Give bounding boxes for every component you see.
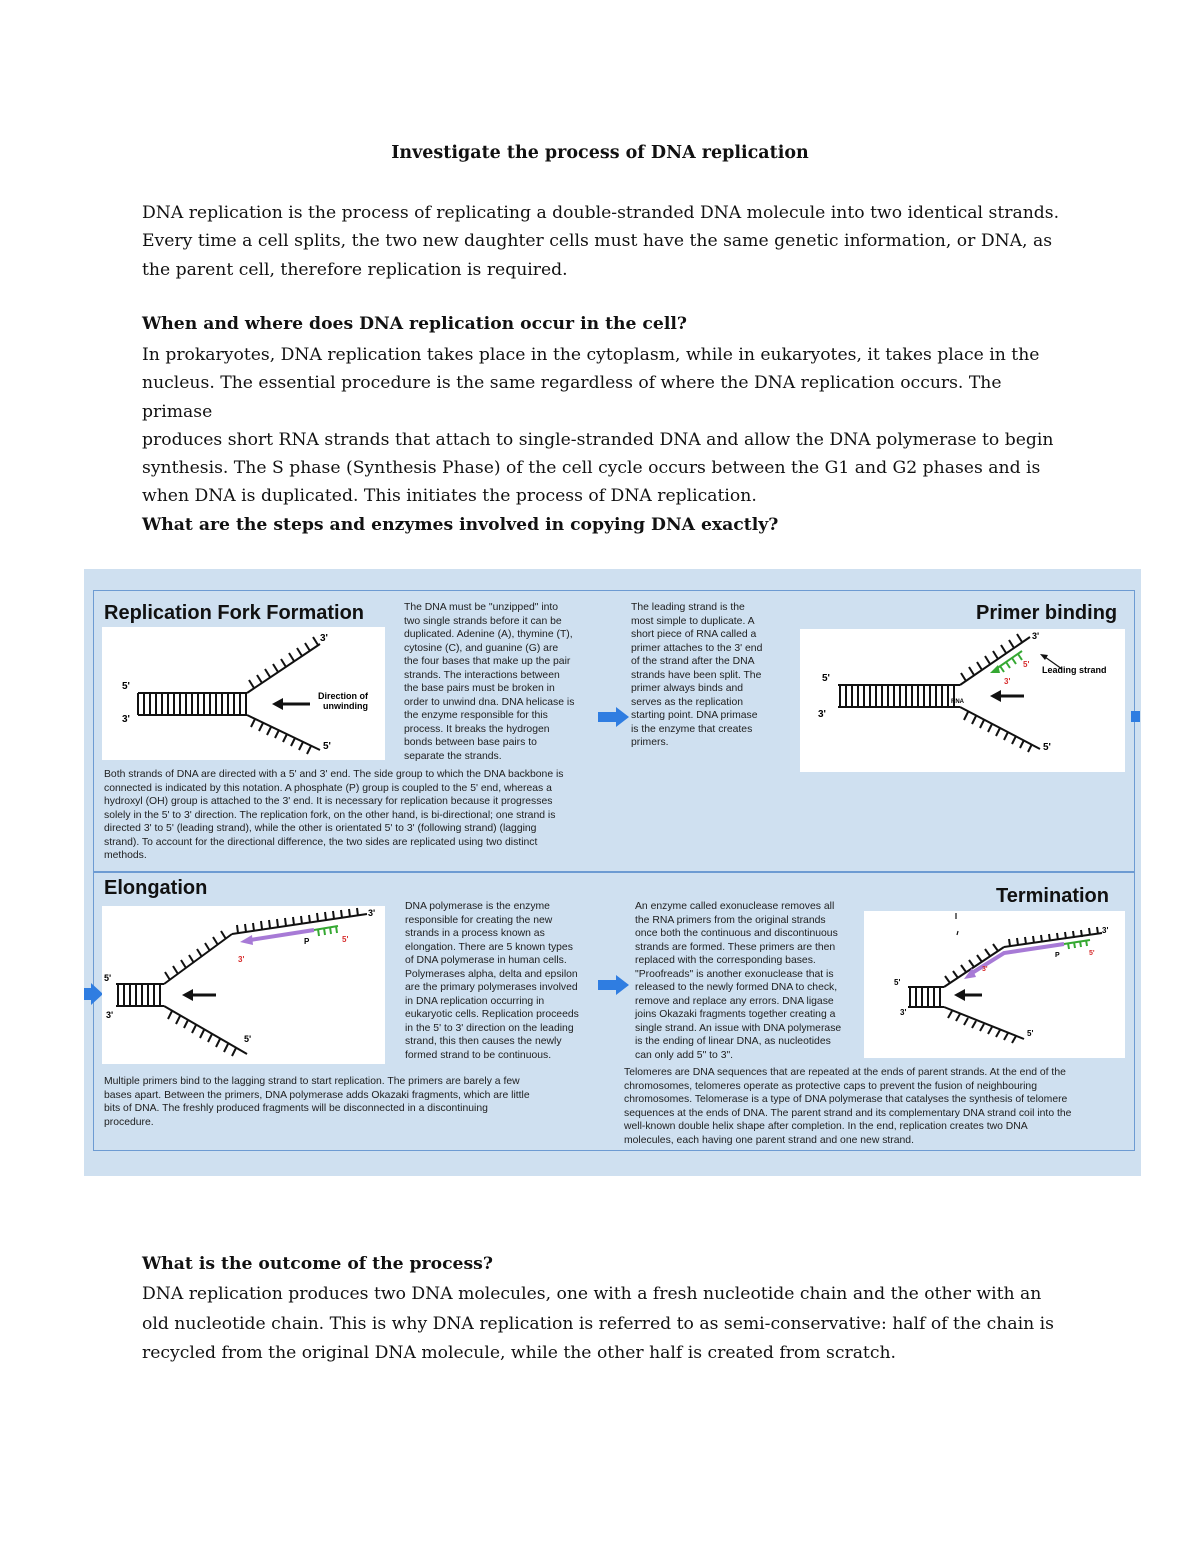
step-arrow-icon [84,983,104,1005]
step-arrow-icon [598,975,630,995]
label-5prime-left: 5' [122,681,130,692]
label-3prime-left: 3' [106,1010,114,1020]
text-line: the parent cell, therefore replication is required. [142,259,568,280]
label-5prime-left: 5' [104,973,112,983]
label-3prime-left: 3' [122,714,130,725]
text-line: Every time a cell splits, the two new daughter cells must have the same genetic information, or DNA, as [142,231,1053,252]
label-leading-strand: Leading strand [1042,665,1107,675]
text-line: DNA replication is the process of replicating a double-stranded DNA molecule into two identical strands. [142,203,1060,223]
label-3prime-top: 3' [368,908,376,918]
elongation-bottom-text: Multiple primers bind to the lagging strand to start replication. The primers are barely a few bases apart. Between the primers, DNA polymerase adds Okazaki fragments, which are little bits of DNA. The freshly produced fragments will be disconnected in a discontinuing procedure. [104,1076,530,1128]
edge-marker [1131,711,1140,722]
primer-binding-diagram [800,629,1125,772]
primer-binding-title: Primer binding [976,602,1118,624]
document-title: Investigate the process of DNA replication [391,143,809,163]
intro-paragraph [142,199,1072,284]
fork-side-text: The DNA must be "unzipped" into two single strands before it can be duplicated. Adenine (A), thymine (T), cytosine (C), and guanine (G) are the four bases that make up the pair strands. The interactions between the base pairs must be broken in order to unwind dna. DNA helicase is the enzyme responsible for this process. It breaks the hydrogen bonds between base pairs to separate the strands. [404,602,575,762]
label-3prime-left: 3' [818,709,826,720]
label-5prime-red: 5' [1023,660,1030,669]
label-3prime-red: 3' [238,955,245,964]
elongation-title: Elongation [104,877,208,899]
label-5prime-red: 5' [342,935,349,944]
label-5prime-bottom: 5' [323,741,331,752]
text-line: recycled from the original DNA molecule, while the other half is created from scratch. [142,1343,897,1363]
label-5prime-left: 5' [894,978,901,987]
step-arrow-icon [598,707,630,727]
text-line: when DNA is duplicated. This initiates the process of DNA replication. [142,486,757,507]
dna-replication-infographic [84,569,1141,1176]
label-phosphate: P [304,937,310,946]
termination-title: Termination [996,885,1109,907]
label-5prime-red: 5' [1089,950,1095,957]
label-3prime-top: 3' [1102,926,1109,935]
label-3prime-top: 3' [1032,631,1040,641]
label-5prime-bottom: 5' [244,1034,252,1044]
when-where-paragraph [142,341,1072,511]
label-direction-line1: Direction of [318,691,369,701]
termination-bottom-text: Telomeres are DNA sequences that are repeated at the ends of parent strands. At the end of the chromosomes, telomeres operate as protective caps to prevent the fusion of neighbouring chromosomes. Telomerase is a type of DNA polymerase that catalyses the synthesis of telomere sequences at the ends of DNA. The parent strand and its complementary DNA strand coil into the well-known double helix shape after completion. In the end, replication creates two DNA molecules, each having one parent strand and one new strand. [624,1067,1072,1146]
section-heading-when-where: When and where does DNA replication occur in the cell? [142,314,687,334]
termination-diagram [864,911,1125,1058]
label-3prime-red: 3' [1004,677,1011,686]
elongation-svg [102,906,385,1064]
label-5prime-bottom: 5' [1043,742,1051,753]
primer-svg [800,629,1125,772]
fork-formation-title: Replication Fork Formation [104,602,365,624]
label-3prime-red: 3' [982,966,988,973]
label-3prime-top: 3' [320,633,328,644]
text-line: synthesis. The S phase (Synthesis Phase) of the cell cycle occurs between the G1 and G2 phases and is [142,458,1041,479]
text-line: In prokaryotes, DNA replication takes place in the cytoplasm, while in eukaryotes, it takes place in the [142,345,1040,365]
outcome-paragraph [142,1280,1072,1369]
elongation-side-text: DNA polymerase is the enzyme responsible for creating the new strands in a process known as elongation. There are 5 known types of DNA polymerase in human cells. Polymerases alpha, delta and epsilon are the primary polymerases involved in DNA replication occurring in eukaryotic cells. Replication proceeds in the 5' to 3' direction on the leading strand, this then causes the newly formed strand to be continuous. [405,901,579,1061]
fork-svg [102,627,385,760]
label-5prime-bottom: 5' [1027,1029,1034,1038]
fork-formation-diagram [102,627,385,760]
text-line: old nucleotide chain. This is why DNA replication is referred to as semi-conservative: half of the chain is [142,1313,1054,1334]
termination-side-text: An enzyme called exonuclease removes all the RNA primers from the original strands once both the continuous and discontinuous strands are formed. These primers are then replaced with the corresponding bases. "Proofreads" is another exonuclease that is released to the newly formed DNA to check, remove and replace any errors. DNA ligase joins Okazaki fragments together creating a single strand. An issue with DNA polymerase is the ending of linear DNA, as nucleotides can only add 5" to 3". [635,901,842,1061]
label-direction-line2: unwinding [323,701,368,711]
section-heading-outcome: What is the outcome of the process? [142,1254,493,1274]
termination-svg [864,911,1125,1058]
label-rna: RNA [951,699,964,705]
label-5prime-left: 5' [822,673,830,684]
label-phosphate: P [1055,952,1060,959]
elongation-diagram [102,906,385,1064]
text-line: nucleus. The essential procedure is the same regardless of where the DNA replication occurs. The primase [142,373,1002,422]
section-heading-steps: What are the steps and enzymes involved in copying DNA exactly? [142,515,779,535]
label-3prime-left: 3' [900,1008,907,1017]
fork-bottom-text: Both strands of DNA are directed with a 5' and 3' end. The side group to which the DNA backbone is connected is indicated by this notation. A phosphate (P) group is coupled to the 5' end, whereas a hydroxyl (OH) group is attached to the 3' end. It is necessary for replication because it progresses solely in the 5' to 3' direction. The replication fork, on the other hand, is bi-directional; one strand is directed 3' to 5' (leading strand), while the other is orientated 5' to 3' (following strand) (lagging strand). To account for the directional difference, the two sides are replicated using two distinct methods. [104,769,564,861]
text-line: produces short RNA strands that attach to single-stranded DNA and allow the DNA polymerase to begin [142,429,1054,450]
text-line: DNA replication produces two DNA molecules, one with a fresh nucleotide chain and the other with an [142,1284,1042,1304]
primer-side-text: The leading strand is the most simple to duplicate. A short piece of RNA called a primer attaches to the 3' end of the strand after the DNA strands have been split. The primer always binds and serves as the replication starting point. DNA primase is the enzyme that creates primers. [631,602,763,748]
